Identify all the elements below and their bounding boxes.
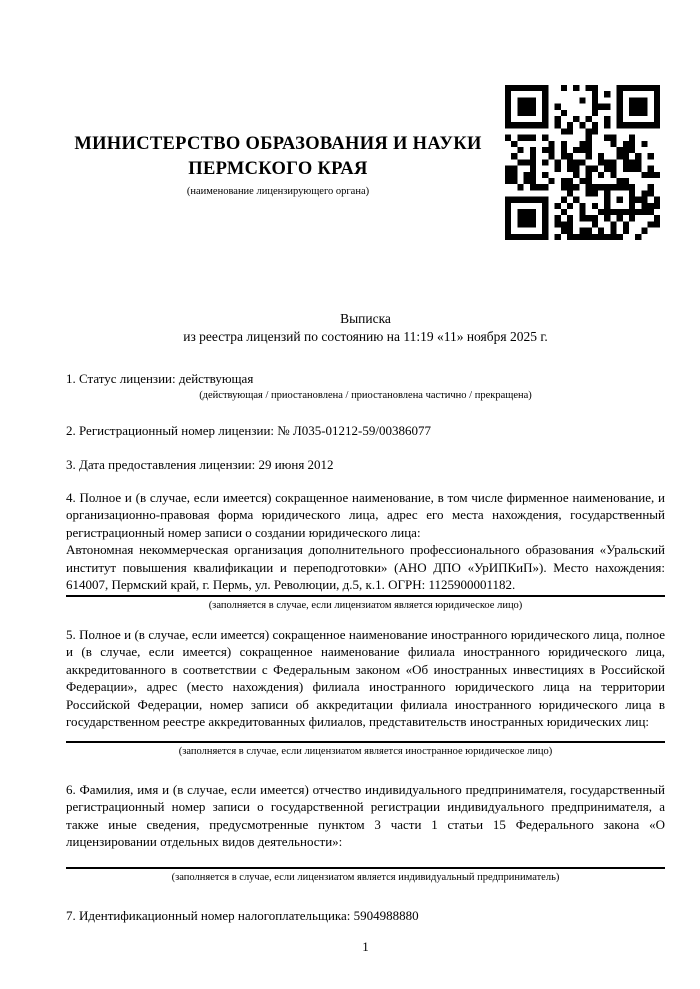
ministry-title-line2: ПЕРМСКОГО КРАЯ xyxy=(188,159,368,179)
document-header xyxy=(66,85,665,240)
item-legal-entity xyxy=(66,489,665,613)
document-title: Выписка xyxy=(340,311,391,326)
item-registration-number: 2. Регистрационный номер лицензии: № Л035-01212-59/00386077 xyxy=(66,422,432,438)
page-content xyxy=(0,85,700,924)
ministry-caption: (наименование лицензирующего органа) xyxy=(186,186,370,197)
document-title-block xyxy=(66,310,665,346)
item-foreign-entity xyxy=(66,626,665,759)
legal-entity-value: Автономная некоммерческая организация дополнительного профессионального образования «Уральский институт повышения квалификации и переподготовки» (АНО ДПО «УрИПКиП»). Место нахождения: 614007, Пермский край, г. Пермь, ул. Революции, д.5, к.1. ОГРН: 1125900001182. xyxy=(66,542,665,592)
fill-in-line xyxy=(66,851,665,869)
legal-entity-prompt: 4. Полное и (в случае, если имеется) сокращенное наименование, в том числе фирменное наименование, и организационно-правовая форма юридического лица, адрес его места нахождения, государственный регистрационный номер записи о создании юридического лица: xyxy=(66,489,665,540)
ministry-title-line1: МИНИСТЕРСТВО ОБРАЗОВАНИЯ И НАУКИ xyxy=(74,134,482,154)
qr-code-icon xyxy=(505,85,660,240)
item-taxpayer-number: 7. Идентификационный номер налогоплательщика: 5904988880 xyxy=(66,907,419,923)
fill-in-line xyxy=(66,731,665,743)
legal-entity-caption: (заполняется в случае, если лицензиатом является юридическое лицо) xyxy=(208,599,523,611)
entrepreneur-prompt: 6. Фамилия, имя и (в случае, если имеется) отчество индивидуального предпринимателя, государственный регистрационный номер записи о государственной регистрации индивидуального предпринимателя, а также иные сведения, предусмотренные пунктом 3 части 1 статьи 15 Федерального закона «О лицензировании отдельных видов деятельности»: xyxy=(66,781,665,849)
licensing-authority-block xyxy=(66,85,490,197)
document-subtitle: из реестра лицензий по состоянию на 11:19 «11» ноября 2025 г. xyxy=(183,329,548,344)
fill-in-line xyxy=(66,594,665,597)
entrepreneur-caption: (заполняется в случае, если лицензиатом является индивидуальный предприниматель) xyxy=(171,871,560,883)
item-entrepreneur xyxy=(66,781,665,885)
foreign-entity-prompt: 5. Полное и (в случае, если имеется) сокращенное наименование иностранного юридического лица, полное и (в случае, если имеется) сокращенное наименование филиала иностранного юридического лица, аккредитованного в соответствии с Федеральным законом «Об иностранных инвестициях в Российской Федерации», адрес (место нахождения) филиала иностранного юридического лица на территории Российской Федерации, номер записи об аккредитации филиала иностранного юридического лица в государственном реестре аккредитованных филиалов, представительств иностранных юридических лиц: xyxy=(66,626,665,729)
page-number: 1 xyxy=(362,939,369,954)
item-grant-date: 3. Дата предоставления лицензии: 29 июня 2012 xyxy=(66,457,334,472)
foreign-entity-caption: (заполняется в случае, если лицензиатом является иностранное юридическое лицо) xyxy=(178,745,553,757)
license-status-caption: (действующая / приостановлена / приостановлена частично / прекращена) xyxy=(199,389,532,401)
license-status-text: 1. Статус лицензии: действующая xyxy=(66,371,254,386)
item-license-status xyxy=(66,370,665,403)
